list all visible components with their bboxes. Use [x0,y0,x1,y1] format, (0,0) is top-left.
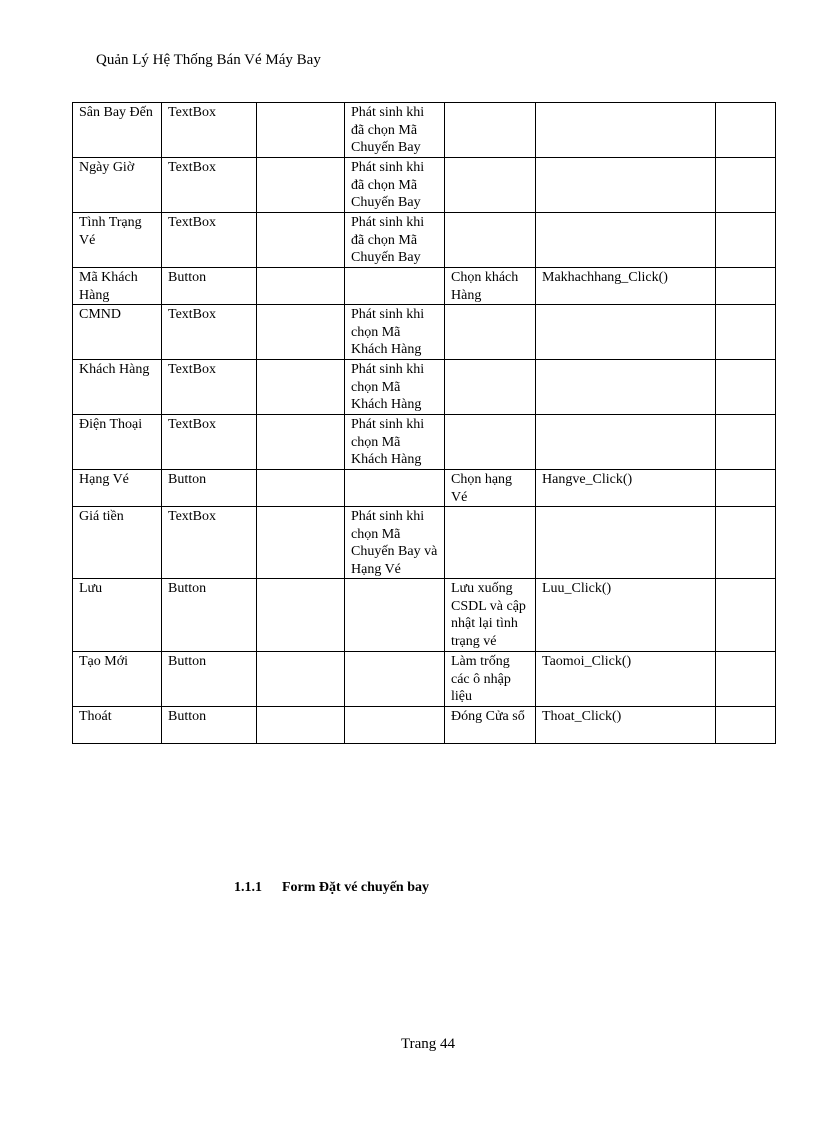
event-description-cell: Đóng Cửa sổ [445,706,536,743]
empty-cell [257,579,345,652]
control-name-cell: Lưu [73,579,162,652]
event-description-cell [445,507,536,579]
extra-cell [716,103,776,158]
event-description-cell [445,415,536,470]
control-name-cell: CMND [73,305,162,360]
table-row [73,507,776,579]
handler-cell: Luu_Click() [536,579,716,652]
control-name-cell: Hạng Vé [73,470,162,507]
event-description-cell: Chọn khách Hàng [445,268,536,305]
empty-cell [257,415,345,470]
page-number: Trang 44 [400,1036,456,1052]
extra-cell [716,470,776,507]
control-name-cell: Mã Khách Hàng [73,268,162,305]
empty-cell [257,305,345,360]
extra-cell [716,579,776,652]
control-type-cell: TextBox [162,415,257,470]
handler-cell [536,507,716,579]
empty-cell [257,158,345,213]
table-row [73,268,776,305]
control-type-cell: TextBox [162,360,257,415]
handler-cell [536,305,716,360]
control-name-cell: Tình Trạng Vé [73,213,162,268]
note-cell [345,579,445,652]
control-type-cell: Button [162,470,257,507]
handler-cell: Makhachhang_Click() [536,268,716,305]
handler-cell [536,103,716,158]
handler-cell [536,360,716,415]
empty-cell [257,213,345,268]
note-cell [345,706,445,743]
control-type-cell: TextBox [162,507,257,579]
empty-cell [257,706,345,743]
extra-cell [716,507,776,579]
control-type-cell: TextBox [162,213,257,268]
section-title: Form Đặt vé chuyến bay [282,880,429,895]
event-description-cell [445,305,536,360]
note-cell: Phát sinh khi đã chọn Mã Chuyến Bay [345,158,445,213]
event-description-cell [445,360,536,415]
control-name-cell: Ngày Giờ [73,158,162,213]
control-type-cell: Button [162,268,257,305]
note-cell [345,268,445,305]
extra-cell [716,305,776,360]
extra-cell [716,652,776,707]
note-cell: Phát sinh khi đã chọn Mã Chuyến Bay [345,103,445,158]
empty-cell [257,360,345,415]
empty-cell [257,103,345,158]
table-row [73,305,776,360]
extra-cell [716,415,776,470]
section-heading [234,880,429,896]
table-row [73,158,776,213]
empty-cell [257,507,345,579]
event-description-cell [445,158,536,213]
table-row [73,360,776,415]
event-description-cell [445,103,536,158]
control-name-cell: Giá tiền [73,507,162,579]
extra-cell [716,213,776,268]
empty-cell [257,268,345,305]
table-row [73,706,776,743]
event-description-cell [445,213,536,268]
page-header: Quản Lý Hệ Thống Bán Vé Máy Bay [96,52,321,68]
note-cell: Phát sinh khi chọn Mã Khách Hàng [345,415,445,470]
extra-cell [716,706,776,743]
handler-cell: Hangve_Click() [536,470,716,507]
control-name-cell: Sân Bay Đến [73,103,162,158]
table-row [73,652,776,707]
table-row [73,103,776,158]
empty-cell [257,470,345,507]
control-type-cell: Button [162,579,257,652]
note-cell [345,652,445,707]
empty-cell [257,652,345,707]
control-spec-table [72,102,776,744]
control-name-cell: Tạo Mới [73,652,162,707]
extra-cell [716,158,776,213]
control-type-cell: Button [162,706,257,743]
note-cell: Phát sinh khi chọn Mã Khách Hàng [345,360,445,415]
handler-cell [536,415,716,470]
note-cell: Phát sinh khi chọn Mã Chuyến Bay và Hạng Vé [345,507,445,579]
table-row [73,579,776,652]
table-body [73,103,776,744]
event-description-cell: Làm trống các ô nhập liệu [445,652,536,707]
control-name-cell: Điện Thoại [73,415,162,470]
control-name-cell: Thoát [73,706,162,743]
handler-cell [536,213,716,268]
note-cell: Phát sinh khi chọn Mã Khách Hàng [345,305,445,360]
control-type-cell: TextBox [162,305,257,360]
extra-cell [716,268,776,305]
event-description-cell: Chọn hạng Vé [445,470,536,507]
handler-cell: Taomoi_Click() [536,652,716,707]
handler-cell: Thoat_Click() [536,706,716,743]
event-description-cell: Lưu xuống CSDL và cập nhật lại tình trạng vé [445,579,536,652]
table-row [73,415,776,470]
section-number: 1.1.1 [234,880,262,895]
note-cell [345,470,445,507]
note-cell: Phát sinh khi đã chọn Mã Chuyến Bay [345,213,445,268]
control-type-cell: TextBox [162,158,257,213]
table-row [73,470,776,507]
extra-cell [716,360,776,415]
handler-cell [536,158,716,213]
control-name-cell: Khách Hàng [73,360,162,415]
control-type-cell: TextBox [162,103,257,158]
control-type-cell: Button [162,652,257,707]
table-row [73,213,776,268]
